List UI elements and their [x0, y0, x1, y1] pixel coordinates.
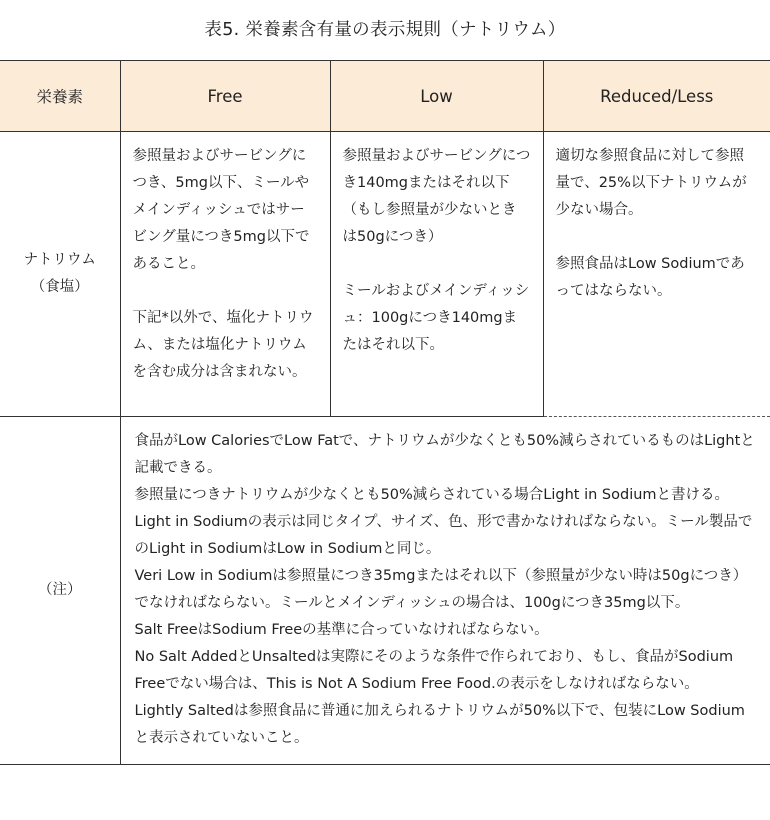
table-title: 表5. 栄養素含有量の表示規則（ナトリウム） [204, 20, 566, 40]
reduced-para-2: 参照食品はLow Sodiumであってはならない。 [555, 256, 745, 299]
header-reduced: Reduced/Less [543, 61, 770, 132]
row-label-sodium [0, 132, 120, 417]
notes-row [0, 417, 770, 765]
low-para-2: ミールおよびメインディッシュ：100gにつき140mgまたはそれ以下。 [342, 283, 530, 353]
cell-reduced [543, 132, 770, 417]
note-item: Lightly Saltedは参照食品に普通に加えられるナトリウムが50%以下で、包装にLow Sodiumと表示されていないこと。 [134, 703, 745, 746]
note-item: 食品がLow CaloriesでLow Fatで、ナトリウムが少なくとも50%減らされているものはLightと記載できる。 [134, 433, 755, 476]
row-label-line-1: ナトリウム [23, 252, 96, 268]
sodium-row [0, 132, 770, 417]
low-para-1: 参照量およびサービングにつき140mgまたはそれ以下（もし参照量が少ないときは50gにつき） [342, 148, 531, 245]
header-free: Free [120, 61, 330, 132]
cell-free [120, 132, 330, 417]
notes-cell [120, 417, 770, 765]
free-para-1: 参照量およびサービングにつき、5mg以下、ミールやメインディッシュではサービング量につき5mg以下であること。 [132, 148, 310, 272]
note-item: Veri Low in Sodiumは参照量につき35mgまたはそれ以下（参照量が少ない時は50gにつき）でなければならない。ミールとメインディッシュの場合は、100gにつき35mg以下。 [134, 568, 748, 611]
note-label: （注） [0, 417, 120, 765]
note-item: No Salt AddedとUnsaltedは実際にそのような条件で作られており、もし、食品がSodium Freeでない場合は、This is Not A Sodium Free Food.の表示をしなければならない。 [134, 649, 734, 692]
note-item: Salt FreeはSodium Freeの基準に合っていなければならない。 [134, 622, 549, 638]
row-label-line-2: （食塩） [30, 279, 89, 295]
note-item: 参照量につきナトリウムが少なくとも50%減らされている場合Light in Sodiumと書ける。Light in Sodiumの表示は同じタイプ、サイズ、色、形で書かなければならない。ミール製品でのLight in SodiumはLow in Sodiumと同じ。 [134, 487, 753, 557]
reduced-para-1: 適切な参照食品に対して参照量で、25%以下ナトリウムが少ない場合。 [555, 148, 747, 218]
free-para-2: 下記*以外で、塩化ナトリウム、または塩化ナトリウムを含む成分は含まれない。 [132, 310, 314, 380]
header-low: Low [330, 61, 543, 132]
header-row [0, 61, 770, 132]
cell-low [330, 132, 543, 417]
header-nutrient: 栄養素 [0, 61, 120, 132]
nutrient-claims-table [0, 60, 770, 765]
